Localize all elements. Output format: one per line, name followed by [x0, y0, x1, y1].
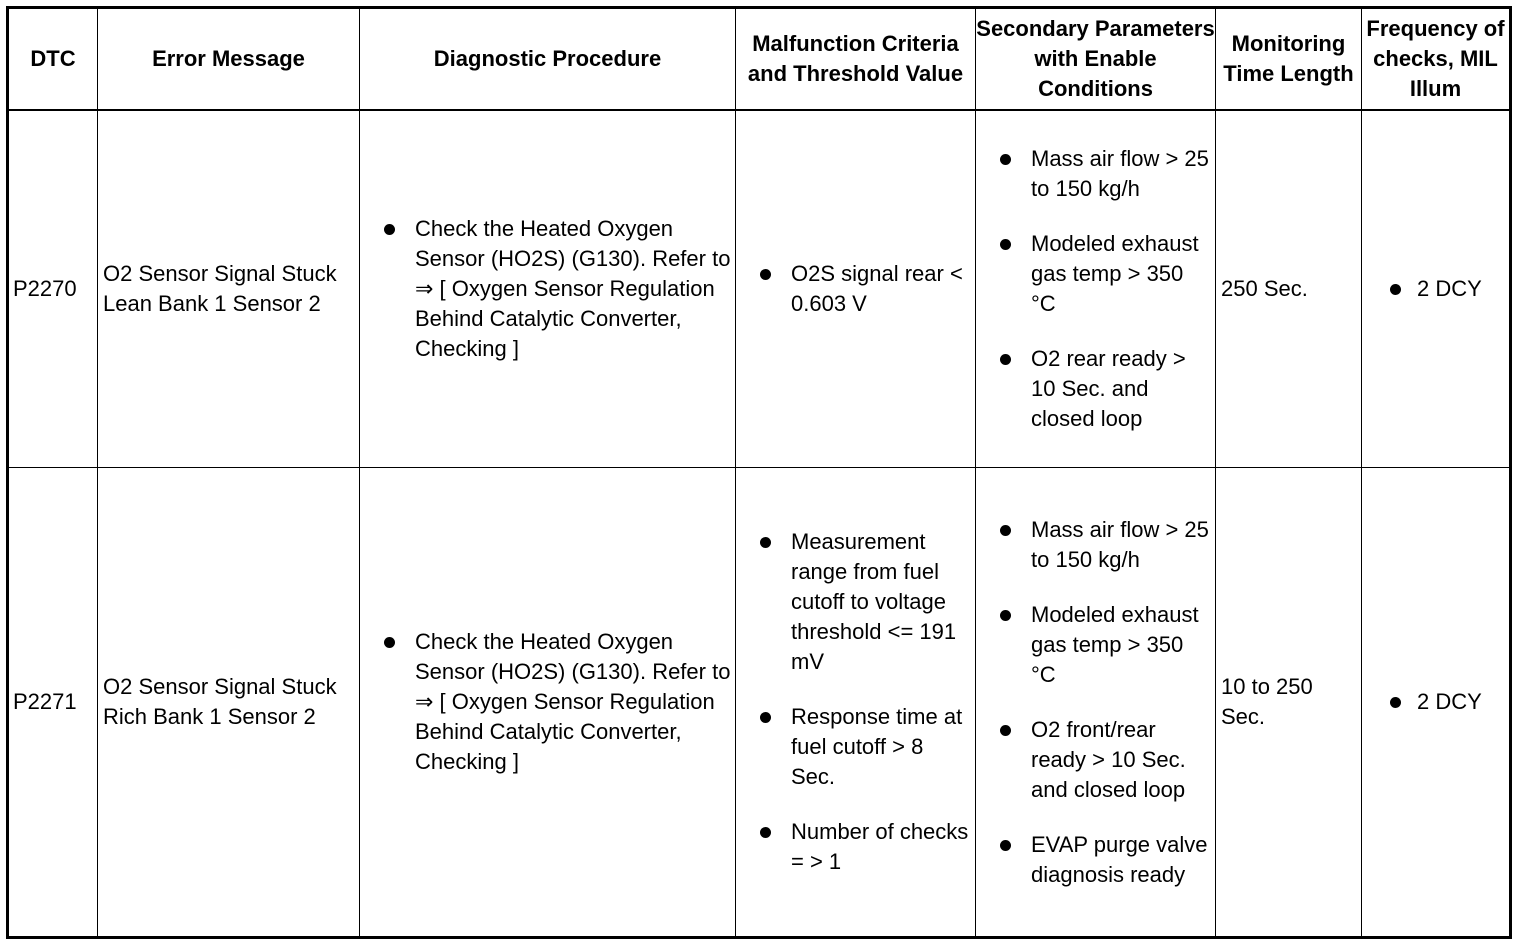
diagnostic-procedure — [360, 468, 736, 938]
monitoring-time: 250 Sec. — [1216, 110, 1362, 468]
header-frequency: Frequency of checks, MIL Illum — [1362, 8, 1511, 111]
bullet-icon — [1390, 697, 1401, 708]
bullet-text: Number of checks = > 1 — [791, 819, 969, 874]
monitoring-time: 10 to 250 Sec. — [1216, 468, 1362, 938]
dtc-code: P2270 — [8, 110, 98, 468]
bullet-icon — [1000, 154, 1011, 165]
bullet-icon — [384, 224, 395, 235]
bullet-icon — [1000, 525, 1011, 536]
list-item — [981, 830, 1211, 890]
bullet-icon — [1000, 725, 1011, 736]
bullet-icon — [384, 637, 395, 648]
list-item — [365, 627, 731, 777]
list-item — [1367, 274, 1505, 304]
header-dtc: DTC — [8, 8, 98, 111]
bullet-icon — [1000, 354, 1011, 365]
error-message: O2 Sensor Signal Stuck Rich Bank 1 Sensor 2 — [98, 468, 360, 938]
table-row — [8, 468, 1511, 938]
bullet-icon — [760, 827, 771, 838]
bullet-text: 2 DCY — [1417, 689, 1482, 714]
secondary-parameters — [976, 468, 1216, 938]
bullet-text: Response time at fuel cutoff > 8 Sec. — [791, 704, 963, 789]
bullet-text: Measurement range from fuel cutoff to voltage threshold <= 191 mV — [791, 529, 957, 674]
header-monitoring-time: Monitoring Time Length — [1216, 8, 1362, 111]
bullet-text: Check the Heated Oxygen Sensor (HO2S) (G130). Refer to ⇒ [ Oxygen Sensor Regulation Behind Catalytic Converter, Checking ] — [415, 216, 731, 361]
bullet-icon — [760, 269, 771, 280]
header-error-message: Error Message — [98, 8, 360, 111]
bullet-icon — [760, 537, 771, 548]
list-item — [1367, 687, 1505, 717]
bullet-icon — [760, 712, 771, 723]
bullet-text: Mass air flow > 25 to 150 kg/h — [1031, 146, 1209, 201]
list-item — [981, 344, 1211, 434]
bullet-text: O2 rear ready > 10 Sec. and closed loop — [1031, 346, 1186, 431]
bullet-icon — [1000, 610, 1011, 621]
header-malfunction-criteria: Malfunction Criteria and Threshold Value — [736, 8, 976, 111]
bullet-icon — [1000, 840, 1011, 851]
list-item — [981, 144, 1211, 204]
dtc-table — [6, 6, 1512, 939]
list-item — [365, 214, 731, 364]
header-secondary-parameters: Secondary Parameters with Enable Conditions — [976, 8, 1216, 111]
dtc-table-container — [6, 6, 1512, 939]
list-item — [981, 600, 1211, 690]
bullet-icon — [1000, 239, 1011, 250]
bullet-text: Modeled exhaust gas temp > 350 °C — [1031, 601, 1199, 687]
bullet-text: Check the Heated Oxygen Sensor (HO2S) (G130). Refer to ⇒ [ Oxygen Sensor Regulation Behind Catalytic Converter, Checking ] — [415, 629, 731, 774]
malfunction-criteria — [736, 110, 976, 468]
bullet-text: EVAP purge valve diagnosis ready — [1031, 831, 1208, 887]
header-diagnostic-procedure: Diagnostic Procedure — [360, 8, 736, 111]
list-item — [741, 259, 971, 319]
list-item — [741, 817, 971, 877]
list-item — [981, 715, 1211, 805]
dtc-code: P2271 — [8, 468, 98, 938]
bullet-text: 2 DCY — [1417, 276, 1482, 301]
diagnostic-procedure — [360, 110, 736, 468]
list-item — [981, 515, 1211, 575]
table-row — [8, 110, 1511, 468]
error-message: O2 Sensor Signal Stuck Lean Bank 1 Sensor 2 — [98, 110, 360, 468]
bullet-text: Modeled exhaust gas temp > 350 °C — [1031, 231, 1199, 316]
malfunction-criteria — [736, 468, 976, 938]
list-item — [981, 229, 1211, 319]
bullet-icon — [1390, 284, 1401, 295]
list-item — [741, 527, 971, 677]
list-item — [741, 702, 971, 792]
header-row — [8, 8, 1511, 111]
frequency — [1362, 468, 1511, 938]
frequency — [1362, 110, 1511, 468]
bullet-text: O2S signal rear < 0.603 V — [791, 261, 963, 316]
bullet-text: O2 front/rear ready > 10 Sec. and closed loop — [1031, 716, 1186, 802]
bullet-text: Mass air flow > 25 to 150 kg/h — [1031, 516, 1209, 572]
secondary-parameters — [976, 110, 1216, 468]
